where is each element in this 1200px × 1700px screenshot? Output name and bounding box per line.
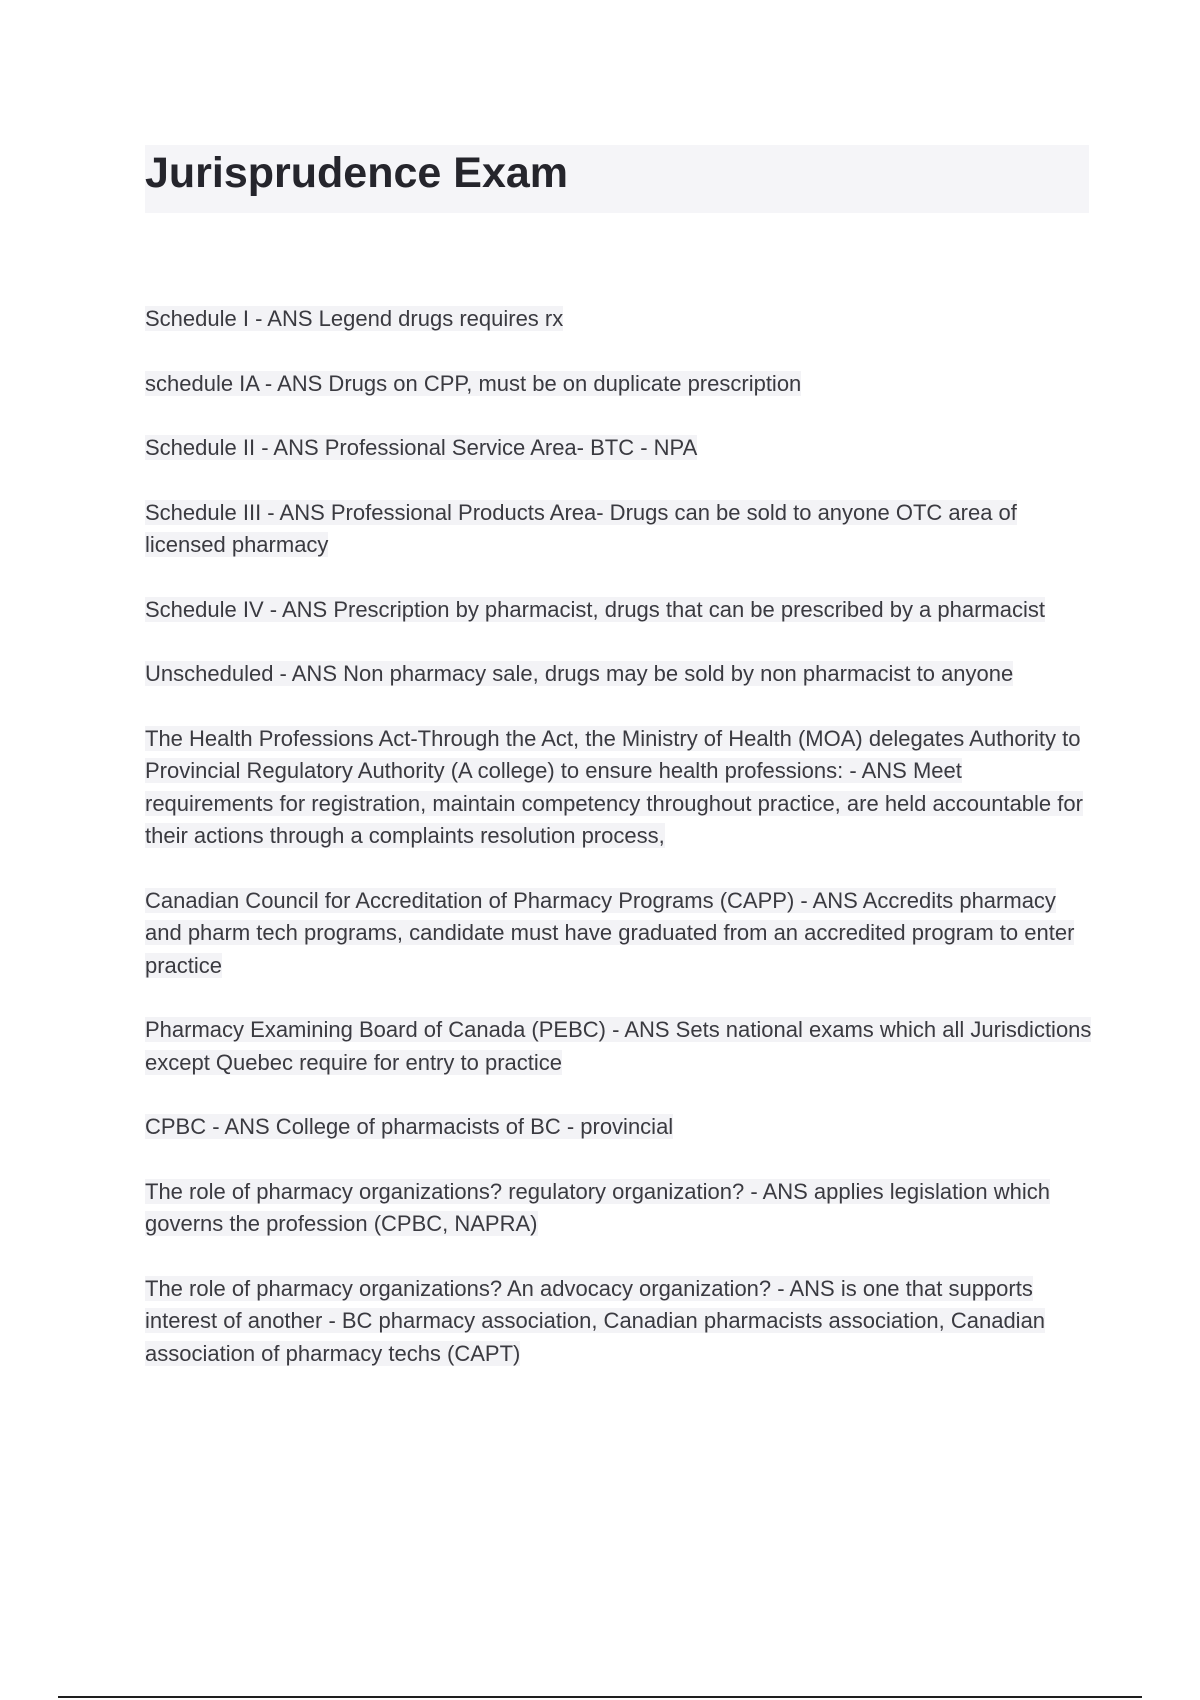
qa-entry-text: schedule IA - ANS Drugs on CPP, must be on duplicate prescription [145, 370, 802, 396]
qa-entry-cpbc [145, 1111, 1095, 1144]
qa-entry-health-professions-act [145, 723, 1095, 853]
qa-entry-text: Canadian Council for Accreditation of Pharmacy Programs (CAPP) - ANS Accredits pharmacy and pharm tech programs, candidate must have graduated from an accredited program to enter practice [145, 887, 1075, 978]
qa-entry-schedule-2 [145, 432, 1095, 465]
qa-entry-schedule-4 [145, 594, 1095, 627]
qa-entry-text: Schedule II - ANS Professional Service Area- BTC - NPA [145, 435, 698, 460]
qa-entry-text: CPBC - ANS College of pharmacists of BC - provincial [145, 1114, 674, 1139]
qa-entry-text: Pharmacy Examining Board of Canada (PEBC) - ANS Sets national exams which all Jurisdictions except Quebec require for entry to practice [145, 1017, 1092, 1075]
qa-entry-schedule-1a [145, 368, 1095, 401]
qa-entry-capp [145, 885, 1095, 983]
qa-entry-pebc [145, 1014, 1095, 1079]
qa-list [145, 303, 1095, 1402]
qa-entry-text: Schedule III - ANS Professional Products Area- Drugs can be sold to anyone OTC area of licensed pharmacy [145, 499, 1017, 557]
qa-entry-unscheduled [145, 658, 1095, 691]
qa-entry-text: The role of pharmacy organizations? regulatory organization? - ANS applies legislation which governs the profession (CPBC, NAPRA) [145, 1178, 1050, 1236]
qa-entry-regulatory-organization [145, 1176, 1095, 1241]
qa-entry-schedule-1 [145, 303, 1095, 336]
qa-entry-schedule-3 [145, 497, 1095, 562]
title-band [145, 145, 1089, 213]
qa-entry-text: The role of pharmacy organizations? An advocacy organization? - ANS is one that supports interest of another - BC pharmacy association, Canadian pharmacists association, Canadian association of pharmacy techs (CAPT) [145, 1275, 1046, 1366]
qa-entry-text: Unscheduled - ANS Non pharmacy sale, drugs may be sold by non pharmacist to anyone [145, 661, 1014, 686]
qa-entry-text: Schedule IV - ANS Prescription by pharmacist, drugs that can be prescribed by a pharmacist [145, 596, 1045, 622]
footer-divider [58, 1696, 1142, 1698]
qa-entry-text: Schedule I - ANS Legend drugs requires rx [145, 306, 564, 331]
page-title: Jurisprudence Exam [145, 149, 569, 197]
qa-entry-text: The Health Professions Act-Through the Act, the Ministry of Health (MOA) delegates Authority to Provincial Regulatory Authority (A college) to ensure health professions: - ANS Meet requirements for registration, maintain competency throughout practice, are held accountable for their actions through a complaints resolution process, [145, 725, 1083, 848]
qa-entry-advocacy-organization [145, 1273, 1095, 1371]
